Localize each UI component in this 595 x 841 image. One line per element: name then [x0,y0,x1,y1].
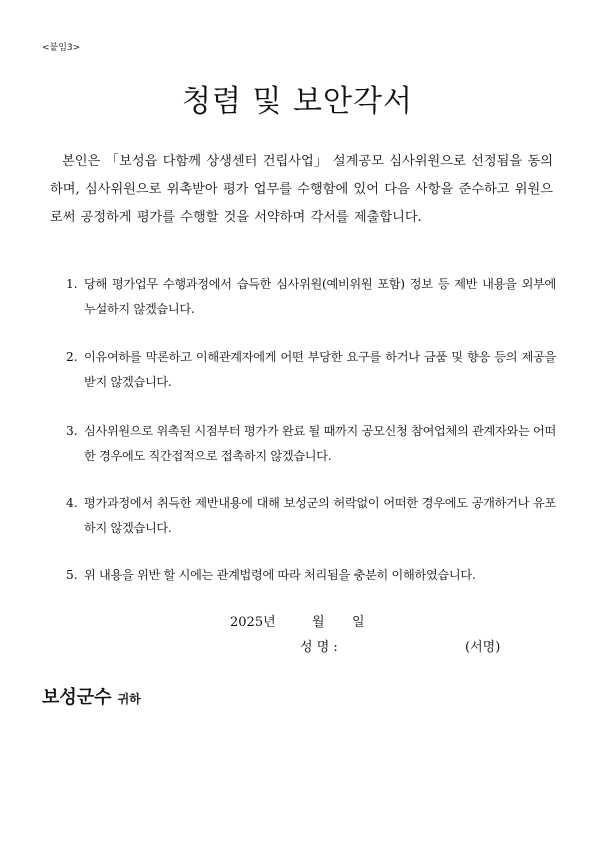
signature-mark: (서명) [465,640,501,655]
item-text: 이유여하를 막론하고 이해관계자에게 어떤 부당한 요구를 하거나 금품 및 향응 등의 제공을 받지 않겠습니다. [84,350,556,389]
item-number: 4. [66,496,78,510]
item-text: 위 내용을 위반 할 시에는 관계법령에 따라 처리됨을 충분히 이해하였습니다. [84,568,476,582]
pledge-item-4 [66,491,556,541]
document-title: 청렴 및 보안각서 [182,84,413,119]
recipient-honorific: 귀하 [117,692,141,706]
recipient [42,683,141,709]
item-number: 1. [66,277,78,291]
item-number: 2. [66,350,78,364]
date-year: 2025년 [230,615,276,630]
item-number: 3. [66,424,78,438]
attachment-label: <붙임3> [42,43,81,53]
signature-name-label: 성 명 : [300,640,338,655]
item-text: 당해 평가업무 수행과정에서 습득한 심사위원(예비위원 포함) 정보 등 제반 내용을 외부에 누설하지 않겠습니다. [84,277,556,316]
pledge-item-1 [66,272,556,322]
pledge-item-3 [66,419,556,469]
date-month: 월 [312,615,325,630]
item-text: 심사위원으로 위촉된 시점부터 평가가 완료 될 때까지 공모신청 참여업체의 관계자와는 어떠한 경우에도 직간접적으로 접촉하지 않겠습니다. [84,424,556,463]
recipient-name: 보성군수 [42,687,112,708]
intro-paragraph: 본인은 「보성읍 다함께 상생센터 건립사업」 설계공모 심사위원으로 선정됨을 동의하며, 심사위원으로 위촉받아 평가 업무를 수행함에 있어 다음 사항을 준수하고 위원으로써 공정하게 평가를 수행할 것을 서약하며 각서를 제출합니다. [50,154,553,225]
pledge-item-2 [66,345,556,395]
item-number: 5. [66,568,78,582]
pledge-item-5 [66,563,556,588]
item-text: 평가과정에서 취득한 제반내용에 대해 보성군의 허락없이 어떠한 경우에도 공개하거나 유포하지 않겠습니다. [84,496,556,535]
date-day: 일 [352,615,365,630]
